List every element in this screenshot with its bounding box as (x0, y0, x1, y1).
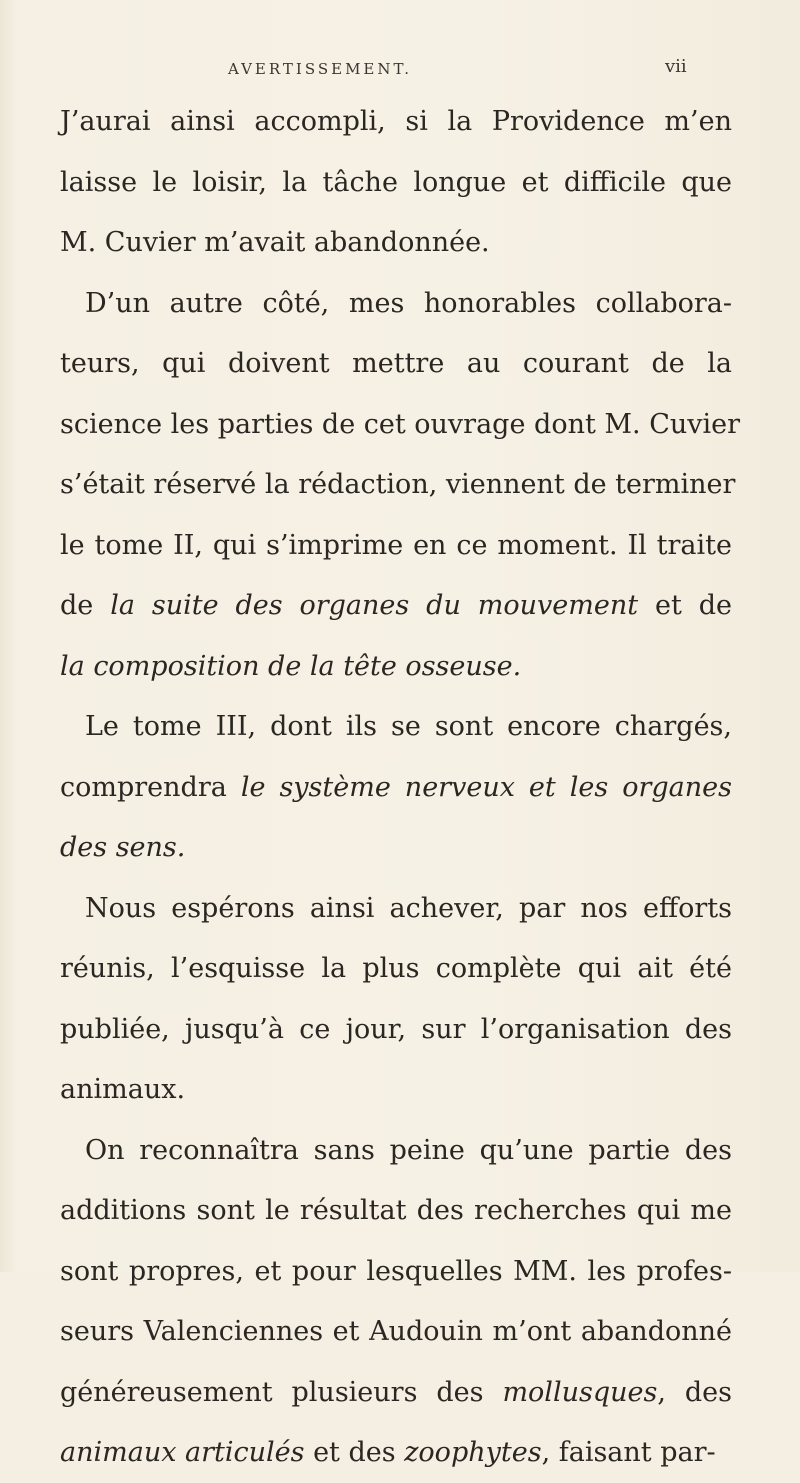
text-line (60, 1000, 732, 1060)
text-line (60, 92, 732, 152)
text-line (60, 939, 732, 999)
running-title: AVERTISSEMENT. (228, 60, 413, 78)
text-line (60, 455, 736, 515)
italic-text: des sens. (60, 832, 186, 863)
text-line (60, 576, 732, 636)
text-run: généreusement plusieurs des (60, 1376, 503, 1408)
text-run: seurs Valenciennes et Audouin m’ont abandonné (60, 1316, 732, 1347)
text-run: teurs, qui doivent mettre au courant de la (60, 348, 732, 379)
text-run: Le tome III, dont ils se sont encore chargés, (85, 711, 732, 742)
page-number: vii (665, 56, 687, 77)
text-run: réunis, l’esquisse la plus complète qui ait été (60, 953, 732, 984)
text-run: et des (304, 1437, 405, 1468)
text-line (60, 1181, 732, 1241)
italic-text: animaux articulés (60, 1437, 305, 1468)
text-run: le tome II, qui s’imprime en ce moment. Il traite (60, 529, 732, 561)
text-run: comprendra (60, 771, 241, 803)
text-line (85, 697, 732, 757)
text-run: animaux. (60, 1074, 186, 1105)
italic-text: la suite des organes du mouvement (110, 590, 639, 621)
text-run: J’aurai ainsi accompli, si la Providence m’en (60, 106, 732, 137)
italic-text: zoophytes (404, 1437, 542, 1468)
text-run: s’était réservé la rédaction, viennent de terminer (60, 469, 736, 500)
text-line (60, 516, 732, 576)
text-line (85, 274, 732, 334)
text-line (60, 153, 732, 213)
text-line (60, 213, 490, 273)
text-run: publiée, jusqu’à ce jour, sur l’organisation des (60, 1013, 732, 1045)
text-line (60, 1363, 732, 1423)
text-line (60, 1423, 716, 1483)
text-line (85, 1121, 732, 1181)
text-run: sont propres, et pour lesquelles MM. les profes- (60, 1255, 732, 1287)
text-line (85, 879, 732, 939)
text-run: D’un autre côté, mes honorables collabora- (85, 287, 732, 319)
italic-text: la composition de la tête osseuse. (60, 650, 522, 682)
text-run: On reconnaîtra sans peine qu’une partie des (85, 1134, 732, 1166)
text-run: , des (657, 1376, 732, 1408)
text-line (60, 334, 732, 394)
text-line (60, 637, 521, 697)
text-line (60, 758, 732, 818)
text-run: M. Cuvier m’avait abandonnée. (60, 227, 490, 258)
text-line (60, 818, 185, 878)
italic-text: le système nerveux et les organes (240, 771, 732, 803)
text-line (60, 1302, 732, 1362)
text-line (60, 395, 741, 455)
text-run: de (60, 590, 111, 621)
italic-text: mollusques (502, 1376, 658, 1408)
text-run: science les parties de cet ouvrage dont M. Cuvier (60, 408, 741, 440)
text-run: additions sont le résultat des recherches qui me (60, 1195, 732, 1226)
page-header (0, 56, 800, 86)
text-line (60, 1060, 185, 1120)
text-run: Nous espérons ainsi achever, par nos efforts (85, 892, 732, 924)
text-run: , faisant par- (541, 1437, 716, 1468)
text-run: laisse le loisir, la tâche longue et difficile que (60, 166, 732, 198)
text-run: et de (638, 590, 732, 621)
